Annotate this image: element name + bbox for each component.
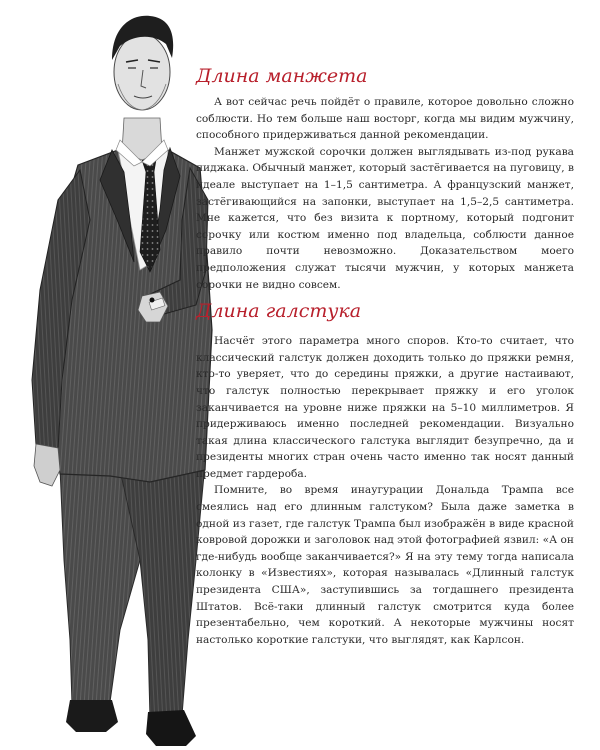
right-shoe — [146, 710, 196, 746]
left-shoe — [66, 700, 118, 732]
section-tie-length — [196, 299, 574, 648]
paragraph: А вот сейчас речь пойдёт о правиле, которое довольно сложно соблюсти. Но тем больше наш восторг, когда мы видим мужчину, способного придерживаться данной рекомендации. — [196, 96, 574, 142]
face — [114, 34, 170, 110]
jacket-button — [150, 298, 155, 303]
paragraph: Помните, во время инаугурации Дональда Трампа все смеялись над его длинным галстуком? Была даже заметка в одной из газет, где галстук Трампа был изображён в виде красной ковровой дорожки и заголовок над этой фотографией язвил: «А он где-нибудь вообще заканчивается?» Я на эту тему тогда написала колонку в «Известиях», которая называлась «Длинный галстук президента США», заступившись за тогдашнего президента Штатов. Всё-таки длинный галстук смотрится куда более презентабельно, чем короткий. А некоторые мужчины носят настолько короткие галстуки, что выглядят, как Карлсон. — [196, 484, 574, 646]
left-hand — [34, 444, 60, 486]
right-trouser-leg — [120, 464, 205, 718]
article-text-column — [196, 64, 574, 648]
section-cuff-length — [196, 64, 574, 293]
paragraph: Насчёт этого параметра много споров. Кто-то считает, что классический галстук должен доходить только до пряжки ремня, кто-то уверяет, что до середины пряжки, а другие настаивают, что галстук полностью перекрывает пряжку и его уголок заканчивается на уровне ниже пряжки на 5–10 миллиметров. Я придерживаюсь именно последней рекомендации. Визуально такая длина классического галстука выглядит безупречно, да и президенты многих стран очень часто именно так носят данный предмет гардероба. — [196, 335, 574, 480]
section-title-tie-length: Длина галстука — [196, 300, 362, 323]
paragraph: Манжет мужской сорочки должен выглядывать из-под рукава пиджака. Обычный манжет, который застёгивается на пуговицу, в идеале выступает на 1–1,5 сантиметра. А французский манжет, застёгивающийся на запонки, выступает на 1,5–2,5 сантиметра. Мне кажется, что без визита к портному, который подгонит сорочку или костюм именно под владельца, соблюсти данное правило почти невозможно. Доказательством моего предположения служат тысячи мужчин, у которых манжета сорочки не видно совсем. — [196, 145, 574, 291]
section-title-cuff-length: Длина манжета — [196, 65, 368, 87]
